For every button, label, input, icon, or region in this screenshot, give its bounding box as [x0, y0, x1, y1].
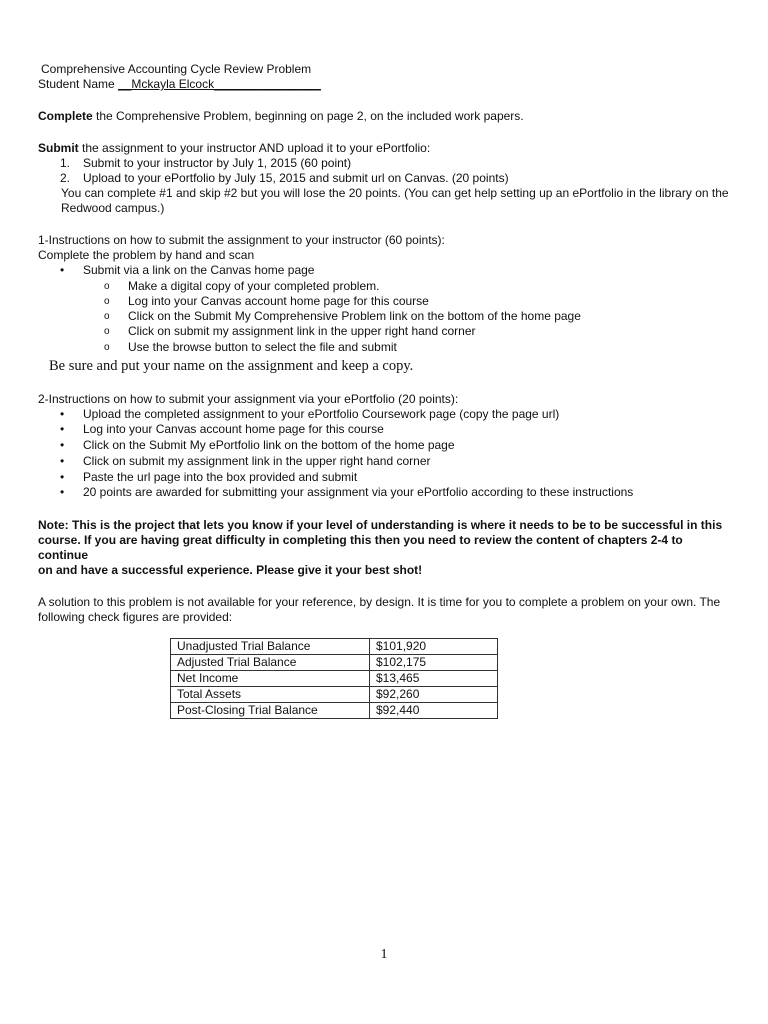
section1-subitem: o Make a digital copy of your completed problem. [104, 278, 380, 293]
bullet-icon: • [60, 422, 65, 437]
section1-subitem: o Click on the Submit My Comprehensive Problem link on the bottom of the home page [104, 309, 581, 324]
bullet-icon: • [60, 469, 65, 484]
note-line-2: course. If you are having great difficulty in completing this then you need to review the content of chapters 2-4 to continue [38, 532, 683, 562]
student-name-label: Student Name [38, 77, 115, 91]
check-figures-table [170, 638, 498, 719]
complete-instruction [38, 109, 732, 124]
bullet-icon: • [60, 263, 65, 277]
check-figure-label: Post-Closing Trial Balance [171, 703, 370, 719]
section1-heading: 1-Instructions on how to submit the assignment to your instructor (60 points): [38, 233, 445, 247]
section1-subheading: Complete the problem by hand and scan [38, 248, 255, 262]
section2-list [38, 407, 732, 501]
student-name-line [38, 77, 732, 92]
bullet-icon: • [60, 453, 65, 468]
document-page [38, 62, 732, 625]
student-name-value: __Mckayla Elcock________________ [118, 77, 321, 91]
submit-continuation-1: You can complete #1 and skip #2 but you will lose the 20 points. (You can get help setting up an ePortfolio in the library on the [61, 186, 729, 200]
bullet-icon: • [60, 406, 65, 421]
check-figure-value: $102,175 [370, 655, 498, 671]
name-reminder: Be sure and put your name on the assignment and keep a copy. [49, 357, 414, 374]
table-row [171, 671, 498, 687]
circle-bullet-icon: o [104, 311, 110, 323]
section1-list [38, 263, 732, 279]
check-figure-label: Net Income [171, 671, 370, 687]
check-figure-label: Total Assets [171, 687, 370, 703]
submit-instruction [38, 141, 732, 156]
circle-bullet-icon: o [104, 295, 110, 307]
solution-line-1: A solution to this problem is not available for your reference, by design. It is time for you to complete a problem on your own. The [38, 594, 721, 609]
complete-bold: Complete [38, 109, 93, 123]
table-row [171, 687, 498, 703]
circle-bullet-icon: o [104, 280, 110, 292]
section1-subitem: o Click on submit my assignment link in the upper right hand corner [104, 324, 476, 339]
submit-continuation-2: Redwood campus.) [61, 201, 165, 215]
section1-subitem: o Use the browse button to select the file and submit [104, 339, 397, 354]
submit-step-2: 2. Upload to your ePortfolio by July 15, 2015 and submit url on Canvas. (20 points) [60, 171, 509, 185]
solution-line-2: following check figures are provided: [38, 609, 233, 624]
section2-item: • Click on the Submit My ePortfolio link on the bottom of the home page [60, 438, 455, 453]
section2-item: • 20 points are awarded for submitting your assignment via your ePortfolio according to these instructions [60, 485, 634, 500]
table-row [171, 703, 498, 719]
section2-item: • Paste the url page into the box provided and submit [60, 469, 358, 484]
submit-step-1: 1. Submit to your instructor by July 1, 2015 (60 point) [60, 156, 352, 170]
section2-heading: 2-Instructions on how to submit your assignment via your ePortfolio (20 points): [38, 391, 459, 406]
bullet-icon: • [60, 438, 65, 453]
page-number: 1 [380, 947, 388, 962]
section1-subitem: o Log into your Canvas account home page for this course [104, 293, 429, 308]
submit-steps [38, 156, 732, 186]
table-row [171, 639, 498, 655]
section1-sublist [38, 279, 732, 355]
circle-bullet-icon: o [104, 326, 110, 338]
check-figure-value: $13,465 [370, 671, 498, 687]
check-figure-label: Adjusted Trial Balance [171, 655, 370, 671]
check-figure-value: $92,440 [370, 703, 498, 719]
table-row [171, 655, 498, 671]
note-line-1: Note: This is the project that lets you know if your level of understanding is where it needs to be to be successful in this [38, 517, 723, 532]
check-figure-label: Unadjusted Trial Balance [171, 639, 370, 655]
document-title: Comprehensive Accounting Cycle Review Problem [41, 62, 312, 76]
submit-bold: Submit [38, 141, 79, 155]
section2-item: • Upload the completed assignment to your ePortfolio Coursework page (copy the page url) [60, 406, 560, 421]
bullet-icon: • [60, 485, 65, 500]
section2-item: • Click on submit my assignment link in the upper right hand corner [60, 453, 431, 468]
note-line-3: on and have a successful experience. Please give it your best shot! [38, 562, 423, 577]
check-figure-value: $92,260 [370, 687, 498, 703]
check-figure-value: $101,920 [370, 639, 498, 655]
section2-item: • Log into your Canvas account home page for this course [60, 422, 384, 437]
submit-text: the assignment to your instructor AND upload it to your ePortfolio: [78, 141, 431, 155]
complete-text: the Comprehensive Problem, beginning on page 2, on the included work papers. [92, 109, 524, 123]
section1-bullet: • Submit via a link on the Canvas home page [60, 263, 315, 277]
circle-bullet-icon: o [104, 341, 110, 353]
